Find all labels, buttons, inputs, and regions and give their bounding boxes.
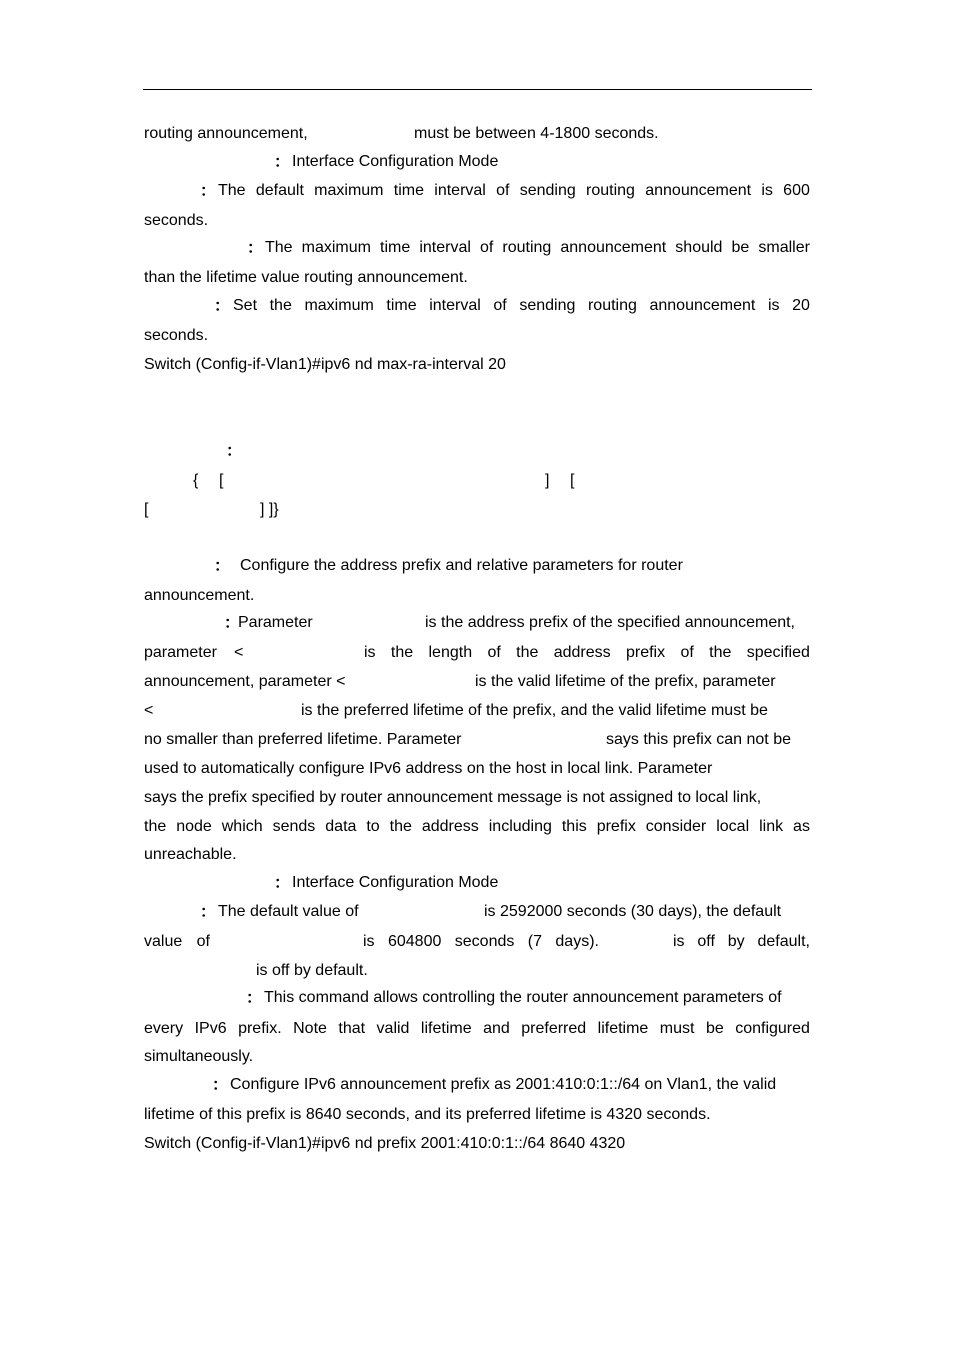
word: the bbox=[144, 818, 167, 835]
text-line: is the valid lifetime of the prefix, parameter bbox=[475, 673, 776, 690]
word: prefix bbox=[625, 644, 666, 661]
word: Set bbox=[233, 297, 258, 314]
word: sending bbox=[519, 182, 576, 199]
word: interval bbox=[434, 182, 486, 199]
syntax-bracket: [ bbox=[219, 472, 224, 489]
word: < bbox=[234, 644, 244, 661]
word: of bbox=[479, 239, 494, 256]
colon: ： bbox=[246, 990, 263, 1007]
default-line bbox=[218, 182, 810, 200]
word: interval bbox=[419, 239, 471, 256]
word: maximum bbox=[301, 239, 371, 256]
syntax-bracket: [ bbox=[570, 472, 575, 489]
word: routing bbox=[586, 182, 635, 199]
word: maximum bbox=[314, 182, 384, 199]
colon: ： bbox=[247, 240, 264, 257]
word: of bbox=[680, 644, 694, 661]
word: announcement bbox=[645, 182, 752, 199]
word: specified bbox=[746, 644, 810, 661]
word: 600 bbox=[783, 182, 810, 199]
word: of bbox=[196, 933, 210, 950]
text-line: says this prefix can not be bbox=[606, 731, 791, 748]
text-line: seconds. bbox=[144, 327, 209, 344]
default-line bbox=[363, 933, 599, 951]
text-line: is off by default. bbox=[256, 962, 368, 979]
colon: ： bbox=[214, 558, 231, 575]
example-text: Configure IPv6 announcement prefix as 2001:410:0:1::/64 on Vlan1, the valid bbox=[230, 1076, 777, 1093]
word: 20 bbox=[792, 297, 810, 314]
text-line: is the preferred lifetime of the prefix, and the valid lifetime must be bbox=[301, 702, 768, 719]
default-line bbox=[144, 933, 210, 951]
function-text: Configure the address prefix and relative parameters for router bbox=[240, 557, 683, 574]
guide-line bbox=[144, 1020, 810, 1038]
word: value bbox=[144, 933, 183, 950]
syntax-bracket: ] ]} bbox=[260, 501, 279, 518]
text-line: The default value of bbox=[218, 903, 359, 920]
syntax-bracket: [ bbox=[144, 501, 149, 518]
param-line bbox=[144, 818, 810, 836]
word: default, bbox=[757, 933, 810, 950]
word: the bbox=[390, 644, 414, 661]
word: length bbox=[428, 644, 473, 661]
guide-text: This command allows controlling the router announcement parameters of bbox=[264, 989, 782, 1006]
word: announcement bbox=[560, 239, 667, 256]
word: sending bbox=[519, 297, 576, 314]
word: is bbox=[673, 933, 685, 950]
word: smaller bbox=[758, 239, 810, 256]
word: that bbox=[338, 1020, 366, 1037]
word: the bbox=[269, 297, 292, 314]
word: 604800 bbox=[387, 933, 442, 950]
word: local bbox=[716, 818, 750, 835]
word: lifetime bbox=[597, 1020, 649, 1037]
word: IPv6 bbox=[194, 1020, 227, 1037]
text-line: lifetime of this prefix is 8640 seconds, and its preferred lifetime is 4320 seconds. bbox=[144, 1106, 711, 1123]
word: routing bbox=[587, 297, 637, 314]
text-line: simultaneously. bbox=[144, 1048, 254, 1065]
word: the bbox=[516, 644, 539, 661]
guide-line bbox=[265, 239, 810, 257]
text-line: seconds. bbox=[144, 212, 209, 229]
word: lifetime bbox=[420, 1020, 472, 1037]
text-line: routing announcement, bbox=[144, 125, 308, 142]
word: days). bbox=[555, 933, 599, 950]
text-line: unreachable. bbox=[144, 846, 237, 863]
word: time bbox=[393, 182, 424, 199]
word: and bbox=[483, 1020, 510, 1037]
word: announcement bbox=[649, 297, 756, 314]
command-mode: Interface Configuration Mode bbox=[292, 874, 499, 891]
word: data bbox=[325, 818, 357, 835]
text-line: announcement, parameter < bbox=[144, 673, 346, 690]
word: is bbox=[767, 297, 780, 314]
word: parameter bbox=[144, 644, 217, 661]
word: preferred bbox=[521, 1020, 587, 1037]
word: is bbox=[761, 182, 773, 199]
word: of bbox=[487, 644, 501, 661]
colon: ： bbox=[214, 298, 231, 315]
command-example: Switch (Config-if-Vlan1)#ipv6 nd prefix 2001:410:0:1::/64 8640 4320 bbox=[144, 1135, 626, 1152]
colon: ： bbox=[200, 183, 217, 200]
command-example: Switch (Config-if-Vlan1)#ipv6 nd max-ra-interval 20 bbox=[144, 356, 506, 373]
word: maximum bbox=[304, 297, 374, 314]
word: should bbox=[675, 239, 723, 256]
word: off bbox=[697, 933, 715, 950]
word: time bbox=[386, 297, 417, 314]
word: routing bbox=[502, 239, 552, 256]
text-line: is 2592000 seconds (30 days), the default bbox=[484, 903, 782, 920]
word: The bbox=[218, 182, 246, 199]
text-line: used to automatically configure IPv6 address on the host in local link. Parameter bbox=[144, 760, 713, 777]
word: every bbox=[144, 1020, 184, 1037]
word: consider bbox=[645, 818, 707, 835]
text-line: is the address prefix of the specified announcement, bbox=[425, 614, 795, 631]
header-rule bbox=[143, 89, 812, 90]
colon: ： bbox=[200, 904, 217, 921]
word: link bbox=[759, 818, 784, 835]
word: is bbox=[364, 644, 376, 661]
text-line: than the lifetime value routing announcement. bbox=[144, 269, 468, 286]
word: of bbox=[493, 297, 507, 314]
word: of bbox=[496, 182, 510, 199]
word: valid bbox=[376, 1020, 410, 1037]
word: be bbox=[705, 1020, 724, 1037]
word: to bbox=[366, 818, 380, 835]
syntax-bracket: ] bbox=[545, 472, 550, 489]
word: including bbox=[488, 818, 552, 835]
word: address bbox=[421, 818, 479, 835]
colon: ： bbox=[224, 615, 241, 632]
word: is bbox=[363, 933, 375, 950]
word: which bbox=[221, 818, 263, 835]
word: seconds bbox=[454, 933, 515, 950]
word: Note bbox=[293, 1020, 327, 1037]
colon: ： bbox=[274, 154, 291, 171]
word: configured bbox=[735, 1020, 810, 1037]
text-line: < bbox=[144, 702, 154, 719]
text-line: announcement. bbox=[144, 587, 255, 604]
colon: ： bbox=[212, 1077, 229, 1094]
word: be bbox=[731, 239, 750, 256]
word: node bbox=[176, 818, 212, 835]
word: as bbox=[793, 818, 810, 835]
word: must bbox=[659, 1020, 695, 1037]
word: the bbox=[709, 644, 732, 661]
word: address bbox=[553, 644, 611, 661]
word: (7 bbox=[527, 933, 542, 950]
colon: ： bbox=[226, 443, 243, 460]
text-line: Parameter bbox=[238, 614, 313, 631]
param-line bbox=[364, 644, 810, 662]
text-line: no smaller than preferred lifetime. Parameter bbox=[144, 731, 462, 748]
word: default bbox=[255, 182, 304, 199]
syntax-brace: { bbox=[193, 472, 199, 489]
example-line bbox=[233, 297, 810, 315]
word: by bbox=[727, 933, 745, 950]
default-line bbox=[673, 933, 810, 951]
colon: ： bbox=[274, 875, 291, 892]
word: The bbox=[265, 239, 293, 256]
text-line: says the prefix specified by router announcement message is not assigned to local link, bbox=[144, 789, 762, 806]
text-line: must be between 4-1800 seconds. bbox=[414, 125, 659, 142]
word: the bbox=[389, 818, 412, 835]
word: sends bbox=[272, 818, 316, 835]
word: time bbox=[380, 239, 411, 256]
word: interval bbox=[429, 297, 481, 314]
command-mode: Interface Configuration Mode bbox=[292, 153, 499, 170]
word: prefix. bbox=[238, 1020, 282, 1037]
word: prefix bbox=[596, 818, 636, 835]
word: this bbox=[561, 818, 587, 835]
